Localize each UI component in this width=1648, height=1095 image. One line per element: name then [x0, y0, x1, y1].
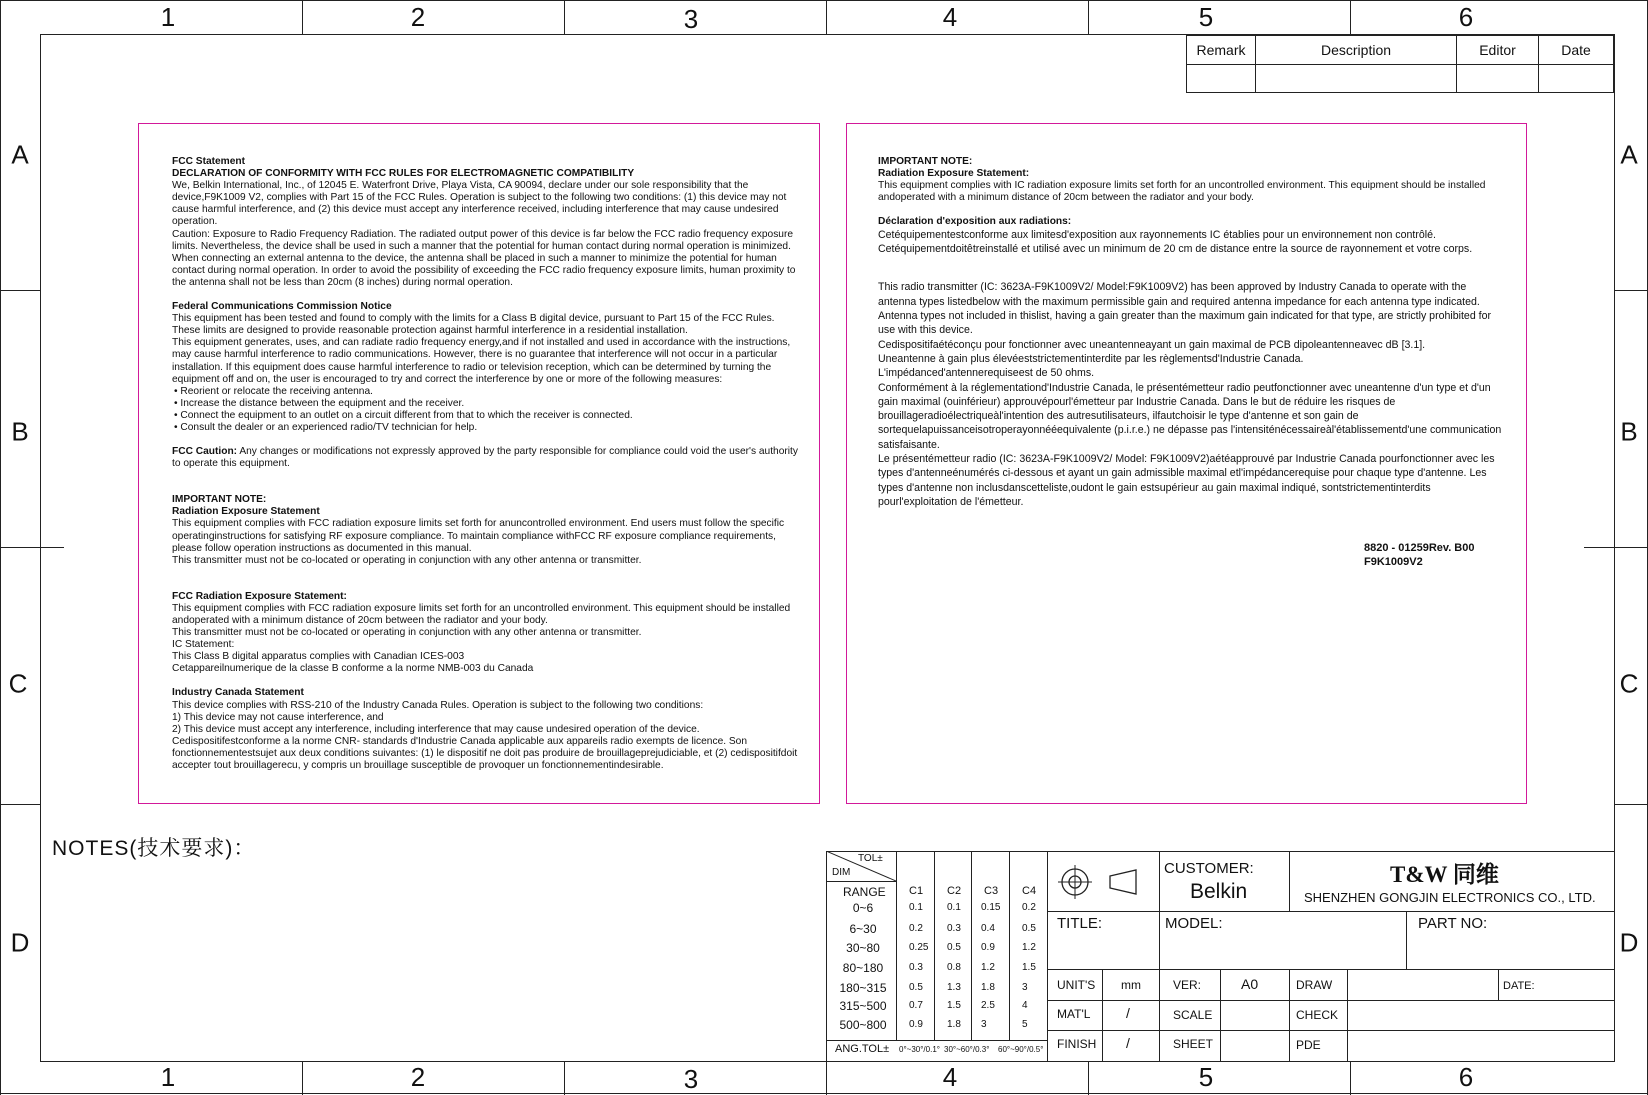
rev-cell [1256, 65, 1457, 93]
radiation-body: This transmitter must not be co-located or operating in conjunction with any other antenna or transmitter. [172, 554, 642, 566]
ic-statement: IC Statement: [172, 639, 235, 651]
finish-value: / [1126, 1035, 1130, 1051]
fcc-notice-body: This equipment generates, uses, and can radiate radio frequency energy,and if not installed and used in accordance with the instructions, may cause harmful interference to radio communications. However, there is no guarantee that interference will not occur in a particular installation. If this equipment does cause harmful interference to radio or television reception, which can be determined by turning the equipment off and on, the user is encouraged to try and correct the interference by one or more of the following measures: [172, 337, 791, 385]
radiation-body: This equipment complies with FCC radiation exposure limits set forth for anuncontrolled environment. End users must follow the specific operatinginstructions for satisfying RF exposure compliance. To maintain compliance withFCC RF exposure compliance requirements, please follow operation instructions as documented in this manual. [172, 518, 785, 554]
tol-range: 315~500 [839, 999, 887, 1013]
ic-line: Cetappareilnumerique de la classe B conforme a la norme NMB-003 du Canada [172, 663, 534, 675]
tol-col-header: C2 [947, 885, 962, 897]
fcc-radiation-body: This equipment complies with FCC radiation exposure limits set forth for an uncontrolled environment. This equipment should be installed andoperated with a minimum distance of 20cm between the radiator and your body. [172, 602, 791, 626]
industry-line: This device complies with RSS-210 of the Industry Canada Rules. Operation is subject to the following two conditions: [172, 699, 704, 711]
tol-range: 6~30 [849, 922, 877, 936]
row-divider [1614, 290, 1648, 291]
important-note-title: IMPORTANT NOTE: [878, 156, 973, 167]
fcc-notice-body: This equipment has been tested and found to comply with the limits for a Class B digital device, pursuant to Part 15 of the FCC Rules. These limits are designed to provide reasonable protection against harmful interference in a residential installation. [172, 313, 775, 337]
industry-body: Cedispositifestconforme a la norme CNR- standards d'Industrie Canada applicable aux appareils radio exempts de licence. Son fonctionnementestsujet aux deux conditions suivantes: (1) le dispositif ne doit pas produire de brouillageprejudiciable, et (2) cedispositifdoit accepter tout brouillagerecu, y compris un brouillage susceptible de provoquer un fonctionnementindesirable. [172, 735, 798, 772]
fcc-radiation-title: FCC Radiation Exposure Statement: [172, 590, 347, 602]
tb-grid [1289, 851, 1290, 911]
row-divider [0, 290, 40, 291]
row-divider [1614, 804, 1648, 805]
customer-label: CUSTOMER: [1164, 860, 1254, 877]
model-code: F9K1009V2 [1364, 556, 1423, 568]
tol-value: 0.2 [909, 923, 923, 934]
zone-row-label: D [10, 927, 30, 958]
tol-grid [826, 1040, 1047, 1041]
tol-value: 2.5 [981, 1000, 995, 1011]
col-divider [1350, 0, 1351, 34]
tol-value: 1.2 [1022, 942, 1036, 953]
col-divider [1088, 0, 1089, 34]
industry-line: 1) This device may not cause interference, and [172, 711, 384, 723]
measure-item: • Connect the equipment to an outlet on a circuit different from that to which the receiver is connected. [174, 409, 633, 421]
projection-symbol-icon [1058, 862, 1138, 902]
tb-grid [1047, 911, 1615, 912]
tol-value: 0.7 [909, 1000, 923, 1011]
rev-header-description: Description [1256, 36, 1457, 65]
tb-grid [1289, 969, 1290, 1062]
measure-item: • Increase the distance between the equipment and the receiver. [174, 397, 465, 409]
fr-line: Cedispositifaétéconçu pour fonctionner avec uneantenneayant un gain maximal de PCB dipoleantenneavec dB [3.1]. [878, 338, 1426, 351]
tb-grid [1047, 1000, 1615, 1001]
draw-label: DRAW [1296, 978, 1333, 992]
tol-value: 0.9 [909, 1019, 923, 1030]
frame-bottom-outer [0, 1093, 1648, 1094]
tol-col-header: C4 [1022, 885, 1037, 897]
col-divider [826, 0, 827, 34]
sheet-label: SHEET [1173, 1037, 1214, 1051]
tol-grid [934, 851, 935, 1041]
tol-value: 0.8 [947, 962, 961, 973]
tol-value: 0.9 [981, 942, 995, 953]
part-no-label: PART NO: [1418, 915, 1488, 932]
tol-value: 0.25 [909, 942, 929, 953]
part-number: 8820 - 01259Rev. B00 [1364, 542, 1475, 554]
ang-tol-value: 30°~60°/0.3° [944, 1045, 990, 1054]
declaration-line: Cetéquipementestconforme aux limitesd'exposition aux rayonnements IC établies pour un environnement non contrôlé. [878, 229, 1436, 242]
col-divider [1088, 1061, 1089, 1095]
fr-line: Uneantenne à gain plus élevéeststrictementinterdite par les règlementsd'Industrie Canada. [878, 352, 1304, 365]
tol-value: 4 [1022, 1000, 1028, 1011]
company-logo: T&W 同维 [1390, 862, 1499, 887]
zone-col-label: 6 [1458, 2, 1474, 32]
tol-value: 0.5 [947, 942, 961, 953]
tol-value: 0.3 [947, 923, 961, 934]
tol-value: 0.1 [947, 902, 961, 913]
tol-value: 1.5 [947, 1000, 961, 1011]
radiation-title: Radiation Exposure Statement [172, 506, 320, 518]
radiation-title: Radiation Exposure Statement: [878, 168, 1030, 180]
fcc-statement-title: FCC Statement [172, 156, 246, 167]
fcc-notice-title: Federal Communications Commission Notice [172, 301, 392, 313]
important-note-title: IMPORTANT NOTE: [172, 494, 267, 506]
pde-label: PDE [1296, 1038, 1321, 1052]
tol-value: 0.4 [981, 923, 995, 934]
tol-value: 1.2 [981, 962, 995, 973]
company-name: SHENZHEN GONGJIN ELECTRONICS CO., LTD. [1304, 890, 1596, 905]
ver-label: VER: [1173, 978, 1202, 992]
col-divider [564, 1061, 565, 1095]
check-label: CHECK [1296, 1008, 1339, 1022]
fr-body: Conformément à la réglementationd'Industrie Canada, le présentémetteur radio peutfonctionner avec uneantenne d'un type et d'un gain maximal (ouinférieur) approuvépourl'émetteur par Industrie Canada. Dans le but de réduire les risques de brouillageradioélectriqueàl'intention des autresutilisateurs, ilfautchoisir le type d'antenne et son gain de sortequelapuissanceisotroperayonnééequivalente (p.i.r.e.) ne dépasse pas l'intensiténécessaireàl'établissementd'une communication satisfaisante. [878, 381, 1502, 451]
tb-grid [1047, 969, 1615, 970]
tol-range: 180~315 [839, 981, 887, 995]
tb-grid [1102, 969, 1103, 1062]
tol-value: 0.5 [909, 982, 923, 993]
tol-value: 0.1 [909, 902, 923, 913]
zone-row-label: B [1620, 416, 1638, 447]
zone-row-label: C [8, 668, 28, 699]
tol-value: 0.5 [1022, 923, 1036, 934]
ic-line: This Class B digital apparatus complies with Canadian ICES-003 [172, 651, 465, 663]
declaration-title: Déclaration d'exposition aux radiations: [878, 216, 1072, 228]
rev-cell [1187, 65, 1256, 93]
col-divider [826, 1061, 827, 1095]
declaration-title: DECLARATION OF CONFORMITY WITH FCC RULES FOR ELECTROMAGNETIC COMPATIBILITY [172, 168, 635, 180]
tol-value: 0.2 [1022, 902, 1036, 913]
zone-col-label: 2 [410, 2, 426, 32]
fr-line: L'impédanced'antennerequiseest de 50 ohms. [878, 367, 1095, 380]
tol-value: 1.3 [947, 982, 961, 993]
zone-col-label: 5 [1198, 1062, 1214, 1092]
zone-row-label: D [1619, 927, 1639, 958]
rev-header-date: Date [1539, 36, 1614, 65]
ang-tol-value: 60°~90°/0.5° [998, 1045, 1044, 1054]
units-label: UNIT'S [1057, 978, 1096, 992]
ang-tol-label: ANG.TOL± [835, 1043, 890, 1055]
row-divider [1584, 547, 1648, 548]
radiation-body: This equipment complies with IC radiation exposure limits set forth for an uncontrolled environment. This equipment should be installed andoperated with a minimum distance of 20cm between the radiator and your body. [878, 180, 1486, 204]
col-divider [1350, 1061, 1351, 1095]
tol-value: 5 [1022, 1019, 1028, 1030]
tol-range: 500~800 [839, 1018, 887, 1032]
finish-label: FINISH [1057, 1037, 1097, 1051]
measure-item: • Reorient or relocate the receiving antenna. [174, 385, 373, 397]
row-divider [0, 547, 64, 548]
ver-value: A0 [1241, 976, 1259, 992]
tol-grid [971, 851, 972, 1041]
caution-body: Caution: Exposure to Radio Frequency Radiation. The radiated output power of this device is far below the FCC radio frequency exposure limits. Nevertheless, the device shall be used in such a manner that the potential for human contact during normal operation is minimized. When connecting an external antenna to the device, the antenna shall be placed in such a manner to minimize the potential for human contact during normal operation. In order to avoid the possibility of exceeding the FCC radio frequency exposure limits, human proximity to the antenna shall not be less than 20cm (8 inches) during normal operation. [172, 228, 796, 288]
measure-item: • Consult the dealer or an experienced radio/TV technician for help. [174, 421, 478, 433]
rev-header-editor: Editor [1457, 36, 1539, 65]
tb-grid [1220, 969, 1221, 1062]
notes-label: NOTES(技术要求)： [52, 837, 256, 860]
customer-value: Belkin [1190, 880, 1248, 903]
tol-grid [896, 851, 897, 1041]
col-divider [302, 1061, 303, 1095]
tol-value: 3 [1022, 982, 1028, 993]
tol-range: 80~180 [842, 961, 884, 975]
zone-col-label: 3 [683, 4, 699, 34]
fcc-radiation-body: This transmitter must not be co-located or operating in conjunction with any other antenna or transmitter. [172, 627, 642, 639]
frame-top-outer [0, 0, 1648, 1]
tol-grid [1009, 851, 1010, 1041]
zone-col-label: 3 [683, 1064, 699, 1094]
tb-grid [1498, 969, 1499, 1000]
tol-label: TOL± [858, 853, 883, 864]
zone-row-label: C [1619, 668, 1639, 699]
tb-grid [1347, 969, 1348, 1062]
title-label: TITLE: [1057, 915, 1103, 932]
zone-row-label: A [11, 139, 29, 170]
tol-value: 0.15 [981, 902, 1001, 913]
zone-row-label: B [11, 416, 29, 447]
zone-col-label: 2 [410, 1062, 426, 1092]
rev-cell [1539, 65, 1614, 93]
date-label: DATE: [1503, 980, 1535, 992]
tol-value: 1.5 [1022, 962, 1036, 973]
rev-cell [1457, 65, 1539, 93]
industry-line: 2) This device must accept any interference, including interference that may cause undesired operation of the device. [172, 723, 700, 735]
tol-grid [826, 881, 896, 882]
zone-row-label: A [1620, 139, 1638, 170]
fcc-caution: FCC Caution: Any changes or modifications not expressly approved by the party responsible for compliance could void the user's authority to operate this equipment. [172, 446, 798, 470]
dim-label: DIM [832, 867, 851, 878]
declaration-line: Cetéquipementdoitêtreinstallé et utilisé avec un minimum de 20 cm de distance entre la source de rayonnement et votre corps. [878, 243, 1473, 256]
rev-header-remark: Remark [1187, 36, 1256, 65]
col-divider [564, 0, 565, 34]
zone-col-label: 4 [942, 1062, 958, 1092]
ang-tol-value: 0°~30°/0.1° [899, 1045, 940, 1054]
tol-value: 1.8 [947, 1019, 961, 1030]
range-label: RANGE [843, 885, 886, 899]
zone-col-label: 5 [1198, 2, 1214, 32]
industry-canada-title: Industry Canada Statement [172, 687, 304, 699]
zone-col-label: 4 [942, 2, 958, 32]
tol-col-header: C3 [984, 885, 999, 897]
zone-col-label: 6 [1458, 1062, 1474, 1092]
matl-label: MAT'L [1057, 1007, 1091, 1021]
zone-col-label: 1 [160, 1062, 176, 1092]
right-panel-text [878, 156, 1502, 509]
zone-col-label: 1 [160, 2, 176, 32]
tb-grid [1047, 1030, 1615, 1031]
row-divider [0, 804, 40, 805]
scale-label: SCALE [1173, 1008, 1213, 1022]
declaration-body: We, Belkin International, Inc., of 12045 E. Waterfront Drive, Playa Vista, CA 90094, declare under our sole responsibility that the device,F9K1009 V2, complies with Part 15 of the FCC Rules. Operation is subject to the following two conditions: (1) this device may not cause harmful interference, and (2) this device must accept any interference received, including interference that may cause undesired operation. [172, 180, 787, 228]
revision-table [1186, 35, 1614, 93]
tb-grid [1406, 911, 1407, 969]
transmitter-body: This radio transmitter (IC: 3623A-F9K1009V2/ Model:F9K1009V2) has been approved by Industry Canada to operate with the antenna types listedbelow with the maximum permissible gain and required antenna impedance for each antenna type indicated. Antenna types not included in thislist, having a gain greater than the maximum gain indicated for that type, are strictly prohibited for use with this device. [878, 281, 1492, 337]
col-divider [302, 0, 303, 34]
tol-range: 0~6 [852, 901, 874, 915]
tol-range: 30~80 [846, 941, 880, 955]
model-label: MODEL: [1165, 915, 1223, 932]
frame-left-inner [40, 34, 41, 1062]
tol-value: 0.3 [909, 962, 923, 973]
matl-value: / [1126, 1005, 1130, 1021]
tol-value: 3 [981, 1019, 987, 1030]
left-panel-text [172, 156, 798, 772]
tol-col-header: C1 [909, 885, 924, 897]
fr-body: Le présentémetteur radio (IC: 3623A-F9K1009V2/ Model: F9K1009V2)aétéapprouvé par Industrie Canada pourfonctionner avec les types d'antenneénumérés ci-dessous et ayant un gain admissible maximal etl'impédancerequise pour chaque type d'antenne. Les types d'antenne non inclusdanscetteliste,oudont le gain estsupérieur au gain maximal indiqué, sontstrictementinterdits pourl'exploitation de l'émetteur. [878, 453, 1495, 508]
units-value: mm [1121, 978, 1141, 992]
tol-value: 1.8 [981, 982, 995, 993]
